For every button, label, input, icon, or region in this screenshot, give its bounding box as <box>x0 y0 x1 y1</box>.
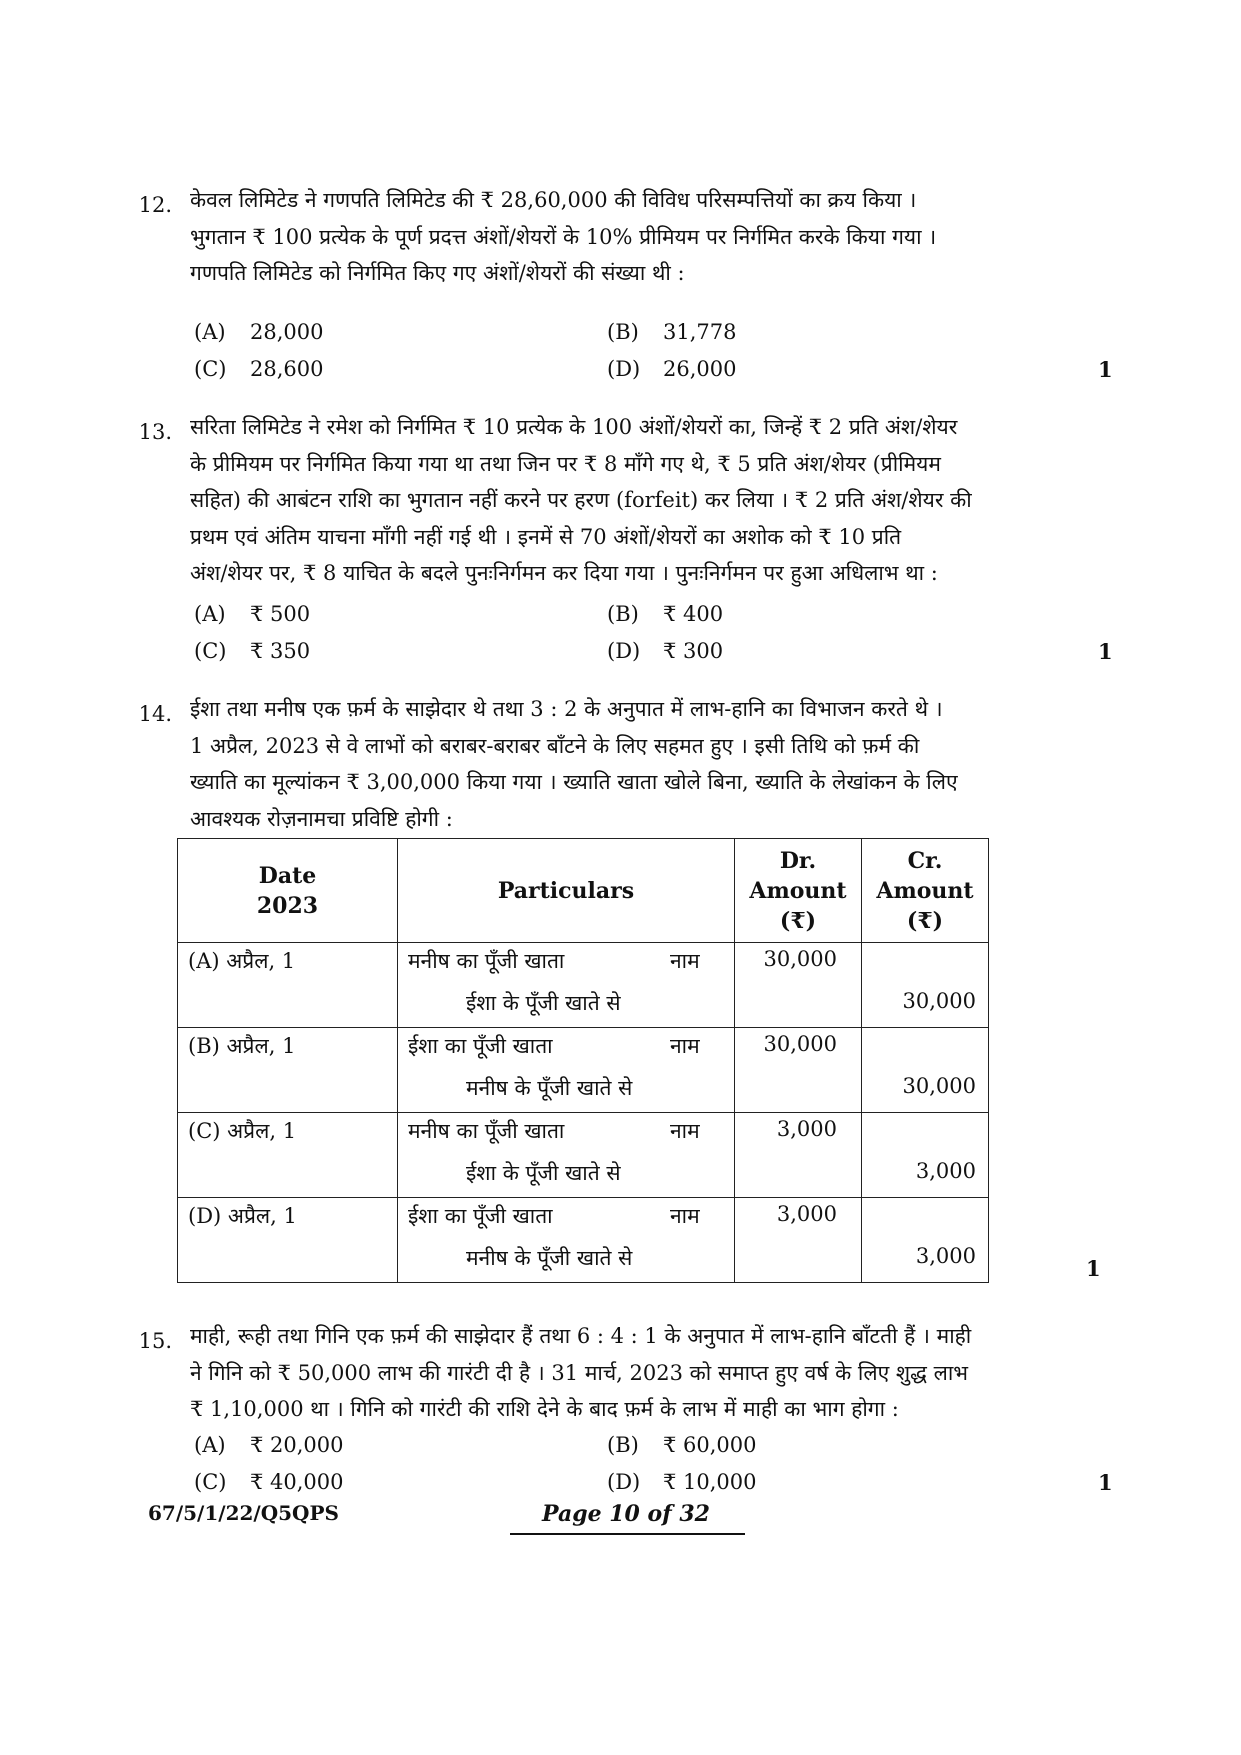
table-row: (D) अप्रैल, 1 ईशा का पूँजी खाता नाम मनीष के पूँजी खाते से 3,000 3,000 <box>178 1198 989 1283</box>
option-b: (B) ₹ 400 <box>607 602 724 626</box>
option-a: (A) 28,000 <box>194 320 324 344</box>
option-d: (D) 26,000 <box>607 357 737 381</box>
question-text: माही, रूही तथा गिनि एक फ़र्म की साझेदार हैं तथा 6 : 4 : 1 के अनुपात में लाभ-हानि बाँटती हैं । माही ने गिनि को ₹ 50,000 लाभ की गारंटी दी है । 31 मार्च, 2023 को समाप्त हुए वर्ष के लिए शुद्ध लाभ ₹ 1,10,000 था । गिनि को गारंटी की राशि देने के बाद फ़र्म के लाभ में माही का भाग होगा : <box>190 1324 972 1421</box>
header-cr-amount: Cr. Amount (₹) <box>862 839 989 943</box>
option-d: (D) ₹ 300 <box>607 639 724 663</box>
question-number: 13. <box>138 420 172 444</box>
marks: 1 <box>1098 1470 1113 1495</box>
page-number-underline <box>510 1533 745 1535</box>
table-row: (C) अप्रैल, 1 मनीष का पूँजी खाता नाम ईशा के पूँजी खाते से 3,000 3,000 <box>178 1113 989 1198</box>
option-c: (C) 28,600 <box>194 357 324 381</box>
option-c: (C) ₹ 40,000 <box>194 1470 344 1494</box>
table-row: (A) अप्रैल, 1 मनीष का पूँजी खाता नाम ईशा के पूँजी खाते से 30,000 30,000 <box>178 943 989 1028</box>
marks: 1 <box>1086 1256 1101 1281</box>
question-number: 12. <box>138 193 172 217</box>
paper-code: 67/5/1/22/Q5QPS <box>148 1501 339 1525</box>
question-text: केवल लिमिटेड ने गणपति लिमिटेड की ₹ 28,60,000 की विविध परिसम्पत्तियों का क्रय किया । भुगतान ₹ 100 प्रत्येक के पूर्ण प्रदत्त अंशों/शेयरों के 10% प्रीमियम पर निर्गमित करके किया गया । गणपति लिमिटेड को निर्गमित किए गए अंशों/शेयरों की संख्या थी : <box>190 188 937 285</box>
option-a: (A) ₹ 500 <box>194 602 311 626</box>
header-dr-amount: Dr. Amount (₹) <box>735 839 862 943</box>
marks: 1 <box>1098 357 1113 382</box>
question-number: 15. <box>138 1329 172 1353</box>
option-b: (B) ₹ 60,000 <box>607 1433 757 1457</box>
header-date: Date 2023 <box>178 839 398 943</box>
question-number: 14. <box>138 702 172 726</box>
table-row: (B) अप्रैल, 1 ईशा का पूँजी खाता नाम मनीष के पूँजी खाते से 30,000 30,000 <box>178 1028 989 1113</box>
header-particulars: Particulars <box>398 839 735 943</box>
page-number: Page 10 of 32 <box>542 1501 710 1527</box>
question-text: ईशा तथा मनीष एक फ़र्म के साझेदार थे तथा 3 : 2 के अनुपात में लाभ-हानि का विभाजन करते थे । 1 अप्रैल, 2023 से वे लाभों को बराबर-बराबर बाँटने के लिए सहमत हुए । इसी तिथि को फ़र्म की ख्याति का मूल्यांकन ₹ 3,00,000 किया गया । ख्याति खाता खोले बिना, ख्याति के लेखांकन के लिए आवश्यक रोज़नामचा प्रविष्टि होगी : <box>190 697 958 831</box>
option-b: (B) 31,778 <box>607 320 737 344</box>
option-c: (C) ₹ 350 <box>194 639 311 663</box>
option-d: (D) ₹ 10,000 <box>607 1470 757 1494</box>
journal-entry-table <box>177 838 989 1283</box>
question-text: सरिता लिमिटेड ने रमेश को निर्गमित ₹ 10 प्रत्येक के 100 अंशों/शेयरों का, जिन्हें ₹ 2 प्रति अंश/शेयर के प्रीमियम पर निर्गमित किया गया था तथा जिन पर ₹ 8 माँगे गए थे, ₹ 5 प्रति अंश/शेयर (प्रीमियम सहित) की आबंटन राशि का भुगतान नहीं करने पर हरण (forfeit) कर लिया । ₹ 2 प्रति अंश/शेयर की प्रथम एवं अंतिम याचना माँगी नहीं गई थी । इनमें से 70 अंशों/शेयरों का अशोक को ₹ 10 प्रति अंश/शेयर पर, ₹ 8 याचित के बदले पुनःनिर्गमन कर दिया गया । पुनःनिर्गमन पर हुआ अधिलाभ था : <box>190 415 972 585</box>
option-a: (A) ₹ 20,000 <box>194 1433 344 1457</box>
marks: 1 <box>1098 639 1113 664</box>
